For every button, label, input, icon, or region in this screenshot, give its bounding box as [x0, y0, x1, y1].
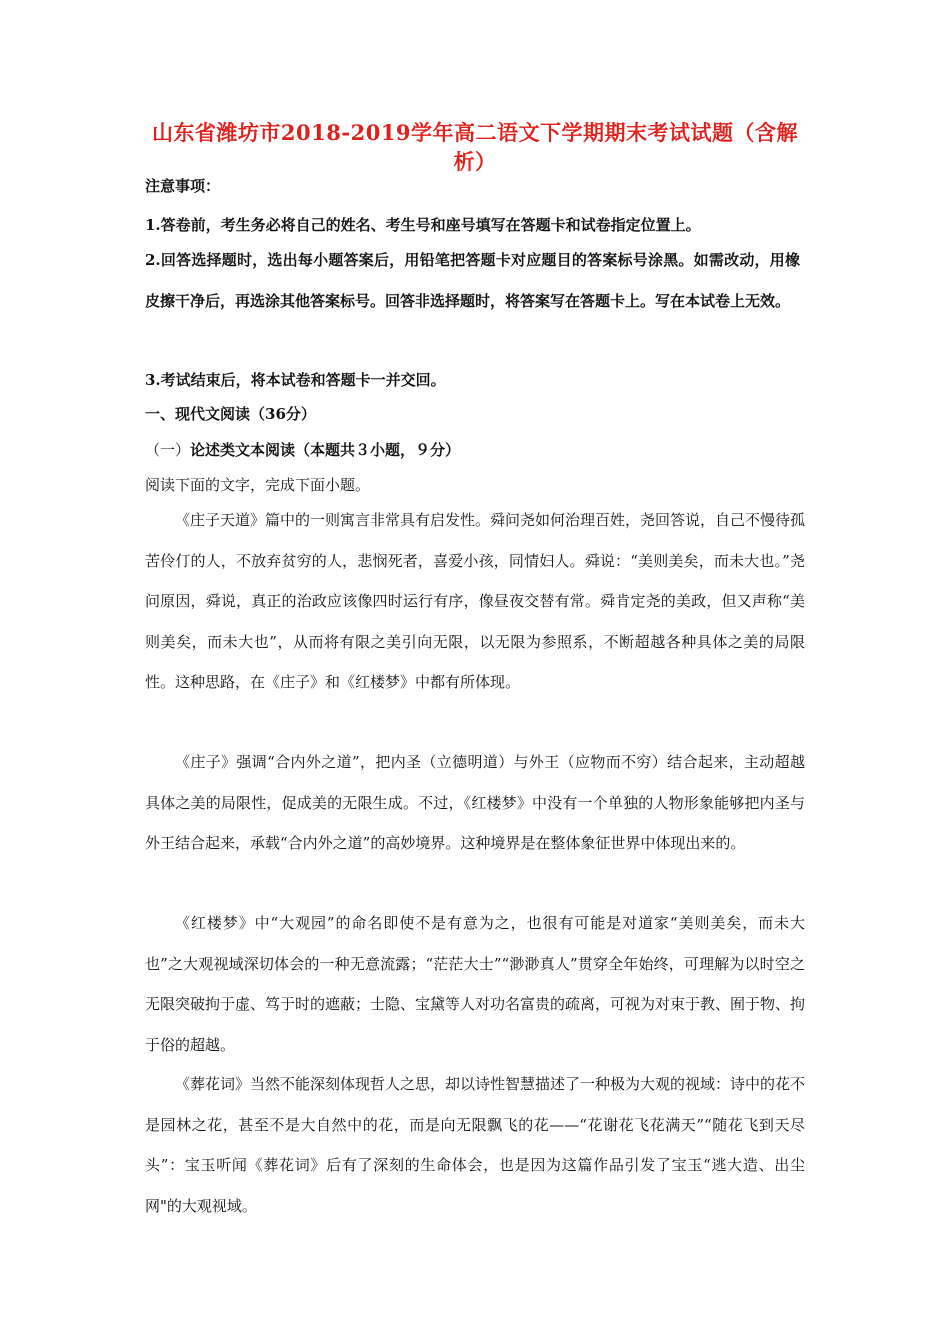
- subsection-prefix: （一）: [145, 441, 191, 459]
- paragraph-3: 《红楼梦》中“大观园”的命名即使不是有意为之，也很有可能是对道家“美则美矣，而未大也”之大观视域深切体会的一种无意流露；“茫茫大士”“渺渺真人”贯穿全年始终，可理解为以时空之无限突破拘于虚、笃于时的遮蔽；士隐、宝黛等人对功名富贵的疏离，可视为对束于教、囿于物、拘于俗的超越。: [145, 914, 806, 1054]
- paragraph-4: 《葬花词》当然不能深刻体现哲人之思，却以诗性智慧描述了一种极为大观的视域：诗中的花不是园林之花，甚至不是大自然中的花，而是向无限飘飞的花——“花谢花飞花满天”“随花飞到天尽头”：宝玉听闻《葬花词》后有了深刻的生命体会，也是因为这篇作品引发了宝玉“逃大造、出尘网"的大观视域。: [145, 1075, 806, 1215]
- subsection-title: 论述类文本阅读（本题共３小题，９分）: [190, 441, 461, 459]
- subsection-heading: [145, 440, 460, 460]
- paragraph-2: 《庄子》强调“合内外之道”，把内圣（立德明道）与外王（应物而不穷）结合起来，主动超越具体之美的局限性，促成美的无限生成。不过，《红楼梦》中没有一个单独的人物形象能够把内圣与外王结合起来，承载“合内外之道”的高妙境界。这种境界是在整体象征世界中体现出来的。: [145, 753, 805, 853]
- reading-instruction: 阅读下面的文字，完成下面小题。: [145, 476, 371, 494]
- notice-item-3: 3.考试结束后，将本试卷和答题卡一并交回。: [145, 371, 446, 389]
- notice-item-2: 2.回答选择题时，选出每小题答案后，用铅笔把答题卡对应题目的答案标号涂黑。如需改动，用橡皮擦干净后，再选涂其他答案标号。回答非选择题时，将答案写在答题卡上。写在本试卷上无效。: [145, 251, 800, 310]
- section-heading: 一、现代文阅读（36分）: [145, 405, 316, 423]
- document-title: 山东省潍坊市2018-2019学年高二语文下学期期末考试试题（含解析）: [151, 120, 799, 174]
- notice-item-1: 1.答卷前，考生务必将自己的姓名、考生号和座号填写在答题卡和试卷指定位置上。: [145, 216, 701, 234]
- paragraph-1: 《庄子天道》篇中的一则寓言非常具有启发性。舜问尧如何治理百姓，尧回答说，自己不慢待孤苦伶仃的人，不放弃贫穷的人，悲悯死者，喜爱小孩，同情妇人。舜说：“美则美矣，而未大也。”尧问原因，舜说，真正的治政应该像四时运行有序，像昼夜交替有常。舜肯定尧的美政，但又声称“美则美矣，而未大也”，从而将有限之美引向无限，以无限为参照系，不断超越各种具体之美的局限性。这种思路，在《庄子》和《红楼梦》中都有所体现。: [145, 511, 806, 692]
- notice-heading: 注意事项：: [145, 177, 221, 195]
